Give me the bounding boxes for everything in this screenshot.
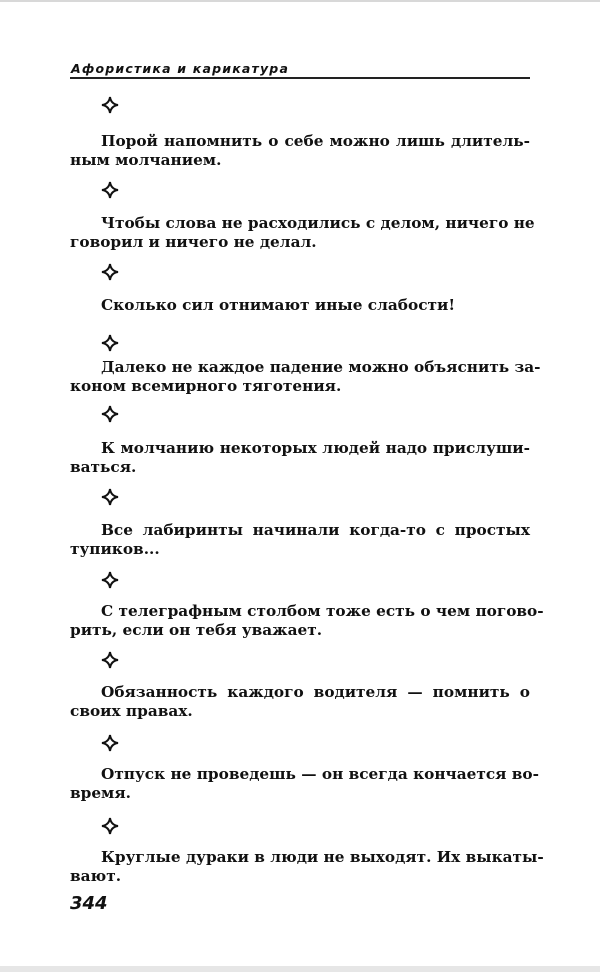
four-point-star-icon xyxy=(101,181,119,199)
scan-edge-top xyxy=(0,0,600,2)
aphorism xyxy=(70,765,539,803)
four-point-star-icon xyxy=(101,488,119,506)
four-point-star-icon xyxy=(101,571,119,589)
running-header: Афористика и карикатура xyxy=(71,61,290,76)
four-point-star-icon xyxy=(101,96,119,114)
aphorism xyxy=(70,296,530,315)
aphorism xyxy=(70,214,535,252)
header-rule xyxy=(70,77,530,79)
aphorism-line: Все лабиринты начинали когда-то с простых xyxy=(101,521,530,539)
aphorism xyxy=(70,439,530,477)
aphorism xyxy=(70,521,530,559)
four-point-star-icon xyxy=(101,651,119,669)
aphorism-line: вают. xyxy=(70,867,122,885)
aphorism-line: Отпуск не проведешь — он всегда кончается во- xyxy=(101,765,539,783)
four-point-star-icon xyxy=(101,817,119,835)
aphorism-line: тупиков... xyxy=(70,540,160,558)
aphorism-line: своих правах. xyxy=(70,702,193,720)
aphorism-line: Обязанность каждого водителя — помнить о xyxy=(101,683,530,701)
aphorism xyxy=(70,132,530,170)
aphorism-line: Далеко не каждое падение можно объяснить за- xyxy=(101,358,541,376)
aphorism-line: Сколько сил отнимают иные слабости! xyxy=(101,296,456,314)
aphorism-line: К молчанию некоторых людей надо прислуши- xyxy=(101,439,530,457)
aphorism-line: Чтобы слова не расходились с делом, ничего не xyxy=(101,214,535,232)
aphorism xyxy=(70,602,544,640)
aphorism xyxy=(70,358,541,396)
scan-edge-bottom xyxy=(0,966,600,972)
aphorism-line: время. xyxy=(70,784,131,802)
aphorism-line: говорил и ничего не делал. xyxy=(70,233,317,251)
aphorism-line: рить, если он тебя уважает. xyxy=(70,621,323,639)
aphorism-line: Круглые дураки в люди не выходят. Их выкаты- xyxy=(101,848,544,866)
aphorism-line: Порой напомнить о себе можно лишь длитель- xyxy=(101,132,530,150)
aphorism-line: ваться. xyxy=(70,458,137,476)
aphorism-line: ным молчанием. xyxy=(70,151,222,169)
four-point-star-icon xyxy=(101,734,119,752)
four-point-star-icon xyxy=(101,263,119,281)
page-number: 344 xyxy=(70,893,108,914)
aphorism xyxy=(70,683,530,721)
aphorism xyxy=(70,848,544,886)
four-point-star-icon xyxy=(101,405,119,423)
aphorism-line: коном всемирного тяготения. xyxy=(70,377,342,395)
four-point-star-icon xyxy=(101,334,119,352)
aphorism-line: С телеграфным столбом тоже есть о чем погово- xyxy=(101,602,544,620)
